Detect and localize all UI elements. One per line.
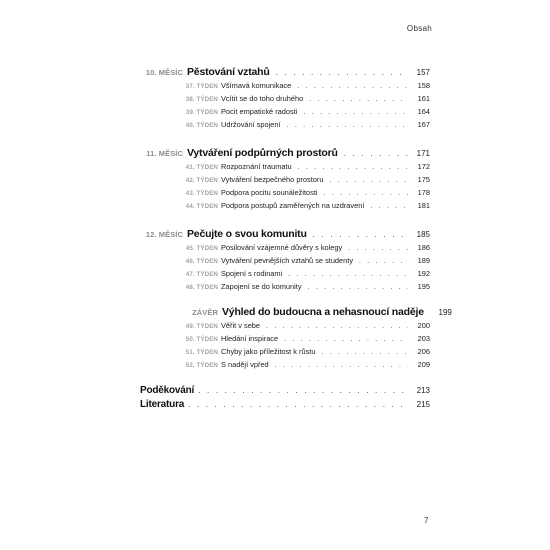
page-ref: 167: [417, 120, 430, 129]
week-title: Pocit empatické radosti: [221, 107, 298, 116]
week-label: 45. TÝDEN: [185, 245, 218, 252]
section-spacer: [140, 133, 430, 147]
toc-week-entry[interactable]: [140, 188, 430, 201]
week-title: Podpora pocitu sounáležitosti: [221, 188, 318, 197]
toc-month-heading[interactable]: [140, 228, 430, 243]
month-title: Vytváření podpůrných prostorů: [187, 147, 338, 159]
page-ref: 158: [417, 81, 430, 90]
page-ref: 213: [416, 386, 430, 395]
page-ref: 200: [417, 321, 430, 330]
toc-week-entry[interactable]: [140, 175, 430, 188]
week-title: Udržování spojení: [221, 120, 281, 129]
week-title: Zapojení se do komunity: [221, 282, 302, 291]
dot-leader: [359, 258, 408, 265]
dot-leader: [275, 362, 408, 369]
page-ref: 209: [417, 360, 430, 369]
page-ref: 203: [417, 334, 430, 343]
dot-leader: [287, 122, 408, 129]
page-ref: 175: [417, 175, 430, 184]
toc-week-entry[interactable]: [140, 321, 430, 334]
week-title: Všímavá komunikace: [221, 81, 292, 90]
dot-leader: [308, 284, 408, 291]
dot-leader: [297, 83, 408, 90]
week-title: Hledání inspirace: [221, 334, 279, 343]
toc-week-entry[interactable]: [140, 256, 430, 269]
bibliography-title: Literatura: [140, 399, 185, 410]
week-label: 48. TÝDEN: [185, 284, 218, 291]
page-ref: 186: [417, 243, 430, 252]
dot-leader: [344, 149, 408, 158]
page-ref: 192: [417, 269, 430, 278]
page-ref: 172: [417, 162, 430, 171]
conclusion-label: ZÁVĚR: [192, 308, 218, 317]
page-ref: 199: [438, 308, 452, 317]
dot-leader: [288, 271, 408, 278]
week-label: 47. TÝDEN: [185, 271, 218, 278]
toc-week-entry[interactable]: [140, 334, 430, 347]
conclusion-title: Výhled do budoucna a nehasnoucí naděje: [222, 306, 424, 318]
section-spacer: [140, 214, 430, 228]
week-label: 40. TÝDEN: [185, 122, 218, 129]
week-label: 38. TÝDEN: [185, 96, 218, 103]
week-label: 46. TÝDEN: [185, 258, 218, 265]
page-ref: 185: [416, 230, 430, 239]
toc-week-entry[interactable]: [140, 360, 430, 373]
week-label: 43. TÝDEN: [185, 190, 218, 197]
dot-leader: [324, 190, 408, 197]
week-label: 49. TÝDEN: [185, 323, 218, 330]
dot-leader: [198, 386, 408, 395]
month-title: Pěstování vztahů: [187, 66, 270, 78]
page-ref: 157: [416, 68, 430, 77]
week-title: Vcítit se do toho druhého: [221, 94, 304, 103]
toc-week-entry[interactable]: [140, 269, 430, 282]
dot-leader: [303, 109, 408, 116]
page-ref: 206: [417, 347, 430, 356]
week-label: 51. TÝDEN: [185, 349, 218, 356]
dot-leader: [284, 336, 408, 343]
table-of-contents: [140, 66, 452, 413]
toc-week-entry[interactable]: [140, 94, 430, 107]
page-number: 7: [424, 516, 429, 525]
week-title: Podpora postupů zaměřených na uzdravení: [221, 201, 365, 210]
week-title: Chyby jako příležitost k růstu: [221, 347, 316, 356]
week-label: 39. TÝDEN: [185, 109, 218, 116]
week-title: Spojení s rodinami: [221, 269, 283, 278]
toc-week-entry[interactable]: [140, 120, 430, 133]
month-title: Pečujte o svou komunitu: [187, 228, 307, 240]
section-spacer: [140, 295, 430, 306]
page-ref: 181: [417, 201, 430, 210]
toc-week-entry[interactable]: [140, 347, 430, 360]
month-label: 12. MĚSÍC: [145, 230, 183, 239]
toc-back-matter-entry[interactable]: [140, 399, 430, 413]
toc-week-entry[interactable]: [140, 107, 430, 120]
page-ref: 215: [416, 400, 430, 409]
page-ref: 161: [417, 94, 430, 103]
dot-leader: [313, 230, 408, 239]
week-label: 41. TÝDEN: [185, 164, 218, 171]
week-title: Věřit v sebe: [221, 321, 261, 330]
week-title: Vytváření bezpečného prostoru: [221, 175, 324, 184]
week-title: Rozpoznání traumatu: [221, 162, 292, 171]
dot-leader: [298, 164, 408, 171]
toc-week-entry[interactable]: [140, 81, 430, 94]
page-ref: 195: [417, 282, 430, 291]
toc-week-entry[interactable]: [140, 201, 430, 214]
toc-back-matter-entry[interactable]: [140, 385, 430, 399]
toc-week-entry[interactable]: [140, 162, 430, 175]
dot-leader: [348, 245, 408, 252]
week-title: Vytváření pevnějších vztahů se studenty: [221, 256, 354, 265]
toc-month-heading[interactable]: [140, 147, 430, 162]
month-label: 10. MĚSÍC: [145, 68, 183, 77]
section-spacer: [140, 373, 430, 385]
dot-leader: [266, 323, 408, 330]
acknowledgements-title: Poděkování: [140, 385, 195, 396]
dot-leader: [276, 68, 408, 77]
dot-leader: [309, 96, 408, 103]
week-label: 44. TÝDEN: [185, 203, 218, 210]
toc-week-entry[interactable]: [140, 282, 430, 295]
dot-leader: [329, 177, 408, 184]
toc-week-entry[interactable]: [140, 243, 430, 256]
week-title: Posilování vzájemné důvěry s kolegy: [221, 243, 343, 252]
running-head: Obsah: [406, 24, 432, 33]
week-label: 37. TÝDEN: [185, 83, 218, 90]
dot-leader: [321, 349, 408, 356]
toc-month-heading[interactable]: [140, 66, 430, 81]
month-label: 11. MĚSÍC: [146, 149, 183, 158]
page-ref: 171: [416, 149, 430, 158]
dot-leader: [370, 203, 408, 210]
week-label: 42. TÝDEN: [185, 177, 218, 184]
dot-leader: [188, 400, 408, 409]
week-label: 50. TÝDEN: [185, 336, 218, 343]
page-ref: 189: [417, 256, 430, 265]
week-title: S nadějí vpřed: [221, 360, 269, 369]
toc-conclusion-heading[interactable]: [140, 306, 452, 321]
week-label: 52. TÝDEN: [185, 362, 218, 369]
page-ref: 178: [417, 188, 430, 197]
page-ref: 164: [417, 107, 430, 116]
